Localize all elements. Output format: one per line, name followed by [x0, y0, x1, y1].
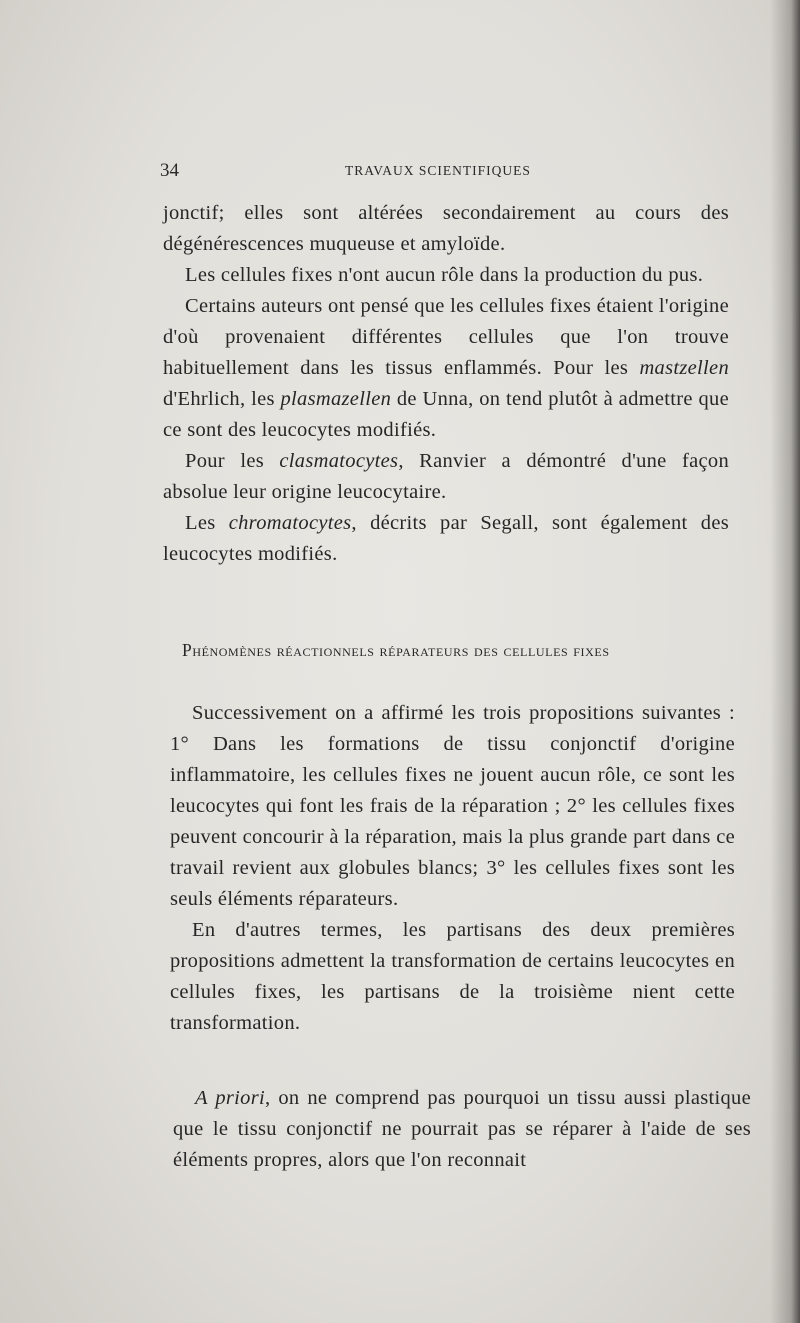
paragraph-continuation: jonctif; elles sont altérées secondairement au cours des dégénérescences muqueuse et amyloïde.: [163, 202, 729, 255]
text-block-top: [163, 198, 729, 570]
paragraph-clasmatocytes: [163, 446, 729, 508]
italic-term-plasmazellen: plasmazellen: [280, 388, 392, 410]
text-span: de Unna, on tend plutôt à admettre que ce sont des leucocytes modifiés.: [163, 388, 729, 441]
text-span: , on ne comprend pas pourquoi un tissu aussi plastique que le tissu conjonctif ne pourrait pas se réparer à l'aide de ses éléments propres, alors que l'on reconnait: [173, 1087, 751, 1171]
paragraph-chromatocytes: [163, 508, 729, 570]
text-block-bottom: [173, 1083, 751, 1176]
italic-term-clasmatocytes: clasmatocytes: [279, 450, 399, 472]
italic-term-chromatocytes: chromatocytes: [228, 512, 352, 534]
page-number: 34: [160, 160, 179, 181]
running-title: TRAVAUX SCIENTIFIQUES: [345, 163, 531, 178]
running-header: [160, 160, 750, 184]
text-block-middle: [170, 698, 735, 1039]
paragraph-pus: Les cellules fixes n'ont aucun rôle dans la production du pus.: [185, 264, 704, 286]
text-span: Certains auteurs ont pensé que les cellules fixes étaient l'origine d'où provenaient différentes cellules que l'on trouve habituellement dans les tissus enflammés. Pour les: [163, 295, 729, 379]
italic-term-a-priori: A priori: [195, 1087, 265, 1109]
section-heading: Phénomènes réactionnels réparateurs des cellules fixes: [182, 640, 610, 660]
text-span: , Ranvier a démontré d'une façon absolue leur origine leucocytaire.: [163, 450, 730, 503]
paragraph-a-priori: [173, 1083, 751, 1176]
page-edge-shadow: [770, 0, 800, 1323]
text-span: Pour les: [185, 450, 280, 472]
text-span: , décrits par Segall, sont également des leucocytes modifiés.: [163, 512, 729, 565]
paragraph-propositions: Successivement on a affirmé les trois propositions suivantes : 1° Dans les formations de tissu conjonctif d'origine inflammatoire, les cellules fixes ne jouent aucun rôle, ce sont les leucocytes qui font les frais de la réparation ; 2° les cellules fixes peuvent concourir à la réparation, mais la plus grande part dans ce travail revient aux globules blancs; 3° les cellules fixes sont les seuls éléments réparateurs.: [170, 702, 735, 910]
text-span: Les: [185, 512, 229, 534]
italic-term-mastzellen: mastzellen: [639, 357, 729, 379]
paragraph-origin: [163, 291, 729, 446]
text-span: d'Ehrlich, les: [163, 388, 281, 410]
paragraph-partisans: En d'autres termes, les partisans des deux premières propositions admettent la transformation de certains leucocytes en cellules fixes, les partisans de la troisième nient cette transformation.: [170, 919, 735, 1034]
